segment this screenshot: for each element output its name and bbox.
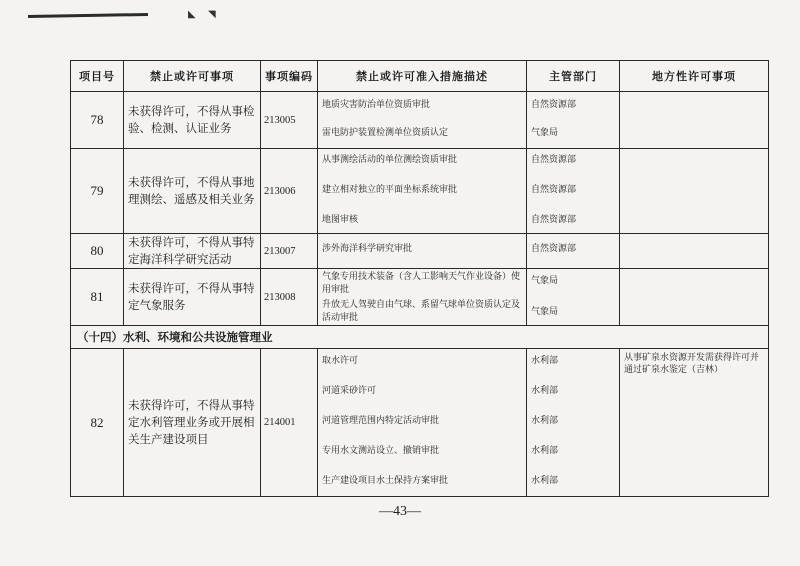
department-cell [527, 349, 620, 497]
permit-table [70, 60, 769, 497]
section-heading: （十四）水利、环境和公共设施管理业 [71, 326, 769, 349]
local-permit-cell [620, 269, 769, 326]
table-row [71, 234, 769, 269]
scan-artifact-mark: ◣ [188, 9, 196, 20]
header-item: 禁止或许可事项 [124, 61, 261, 92]
header-local-permit: 地方性许可事项 [620, 61, 769, 92]
measure-text: 气象专用技术装备（含人工影响天气作业设备）使用审批 [322, 272, 521, 295]
measure-cell [318, 149, 527, 234]
item-description: 未获得许可，不得从事特定气象服务 [124, 269, 261, 326]
item-number: 78 [71, 92, 124, 149]
measure-text: 涉外海洋科学研究审批 [322, 244, 413, 254]
scan-artifact-mark: ◥ [208, 9, 216, 20]
table-row [71, 92, 769, 149]
department-text: 自然资源部 [531, 185, 577, 195]
measure-cell [318, 234, 527, 269]
measure-text: 升放无人驾驶自由气球、系留气球单位资质认定及活动审批 [322, 300, 521, 323]
table-header-row [71, 61, 769, 92]
department-cell [527, 149, 620, 234]
measure-text: 建立相对独立的平面坐标系统审批 [322, 185, 458, 195]
department-text: 水利部 [531, 476, 559, 486]
item-code: 213008 [261, 269, 318, 326]
department-text: 气象局 [531, 128, 559, 138]
measure-text: 从事测绘活动的单位测绘资质审批 [322, 155, 458, 165]
item-code: 214001 [261, 349, 318, 497]
measure-text: 河道管理范围内特定活动审批 [322, 416, 440, 426]
department-cell [527, 234, 620, 269]
department-text: 自然资源部 [531, 244, 577, 254]
measure-cell [318, 92, 527, 149]
item-code: 213005 [261, 92, 318, 149]
scan-artifact-line [28, 13, 148, 18]
measure-text: 雷电防护装置检测单位资质认定 [322, 128, 449, 138]
table-row [71, 149, 769, 234]
item-code: 213007 [261, 234, 318, 269]
department-text: 气象局 [531, 307, 559, 317]
item-number: 80 [71, 234, 124, 269]
item-description: 未获得许可，不得从事地理测绘、遥感及相关业务 [124, 149, 261, 234]
local-permit-cell [620, 92, 769, 149]
page-number: —43— [379, 504, 421, 519]
header-department: 主管部门 [527, 61, 620, 92]
section-row [71, 326, 769, 349]
department-text: 自然资源部 [531, 215, 577, 225]
measure-text: 专用水文测站设立、撤销审批 [322, 446, 440, 456]
local-permit-cell [620, 234, 769, 269]
local-permit-cell [620, 149, 769, 234]
item-description: 未获得许可，不得从事特定水利管理业务或开展相关生产建设项目 [124, 349, 261, 497]
measure-cell [318, 349, 527, 497]
header-item-number: 项目号 [71, 61, 124, 92]
measure-text: 河道采砂许可 [322, 386, 377, 396]
measure-text: 生产建设项目水土保持方案审批 [322, 476, 449, 486]
department-text: 气象局 [531, 276, 559, 286]
header-code: 事项编码 [261, 61, 318, 92]
item-description: 未获得许可，不得从事特定海洋科学研究活动 [124, 234, 261, 269]
department-text: 水利部 [531, 386, 559, 396]
measure-text: 地质灾害防治单位资质审批 [322, 100, 431, 110]
local-permit-cell: 从事矿泉水资源开发需获得许可并通过矿泉水鉴定（吉林） [620, 349, 769, 497]
measure-text: 取水许可 [322, 356, 359, 366]
department-text: 水利部 [531, 416, 559, 426]
department-text: 水利部 [531, 446, 559, 456]
department-text: 自然资源部 [531, 155, 577, 165]
item-description: 未获得许可，不得从事检验、检测、认证业务 [124, 92, 261, 149]
item-number: 82 [71, 349, 124, 497]
table-row [71, 349, 769, 497]
measure-text: 地图审核 [322, 215, 359, 225]
measure-cell [318, 269, 527, 326]
department-cell [527, 269, 620, 326]
item-number: 79 [71, 149, 124, 234]
department-text: 自然资源部 [531, 100, 577, 110]
item-number: 81 [71, 269, 124, 326]
table-row [71, 269, 769, 326]
department-text: 水利部 [531, 356, 559, 366]
item-code: 213006 [261, 149, 318, 234]
department-cell [527, 92, 620, 149]
header-measure: 禁止或许可准入措施描述 [318, 61, 527, 92]
